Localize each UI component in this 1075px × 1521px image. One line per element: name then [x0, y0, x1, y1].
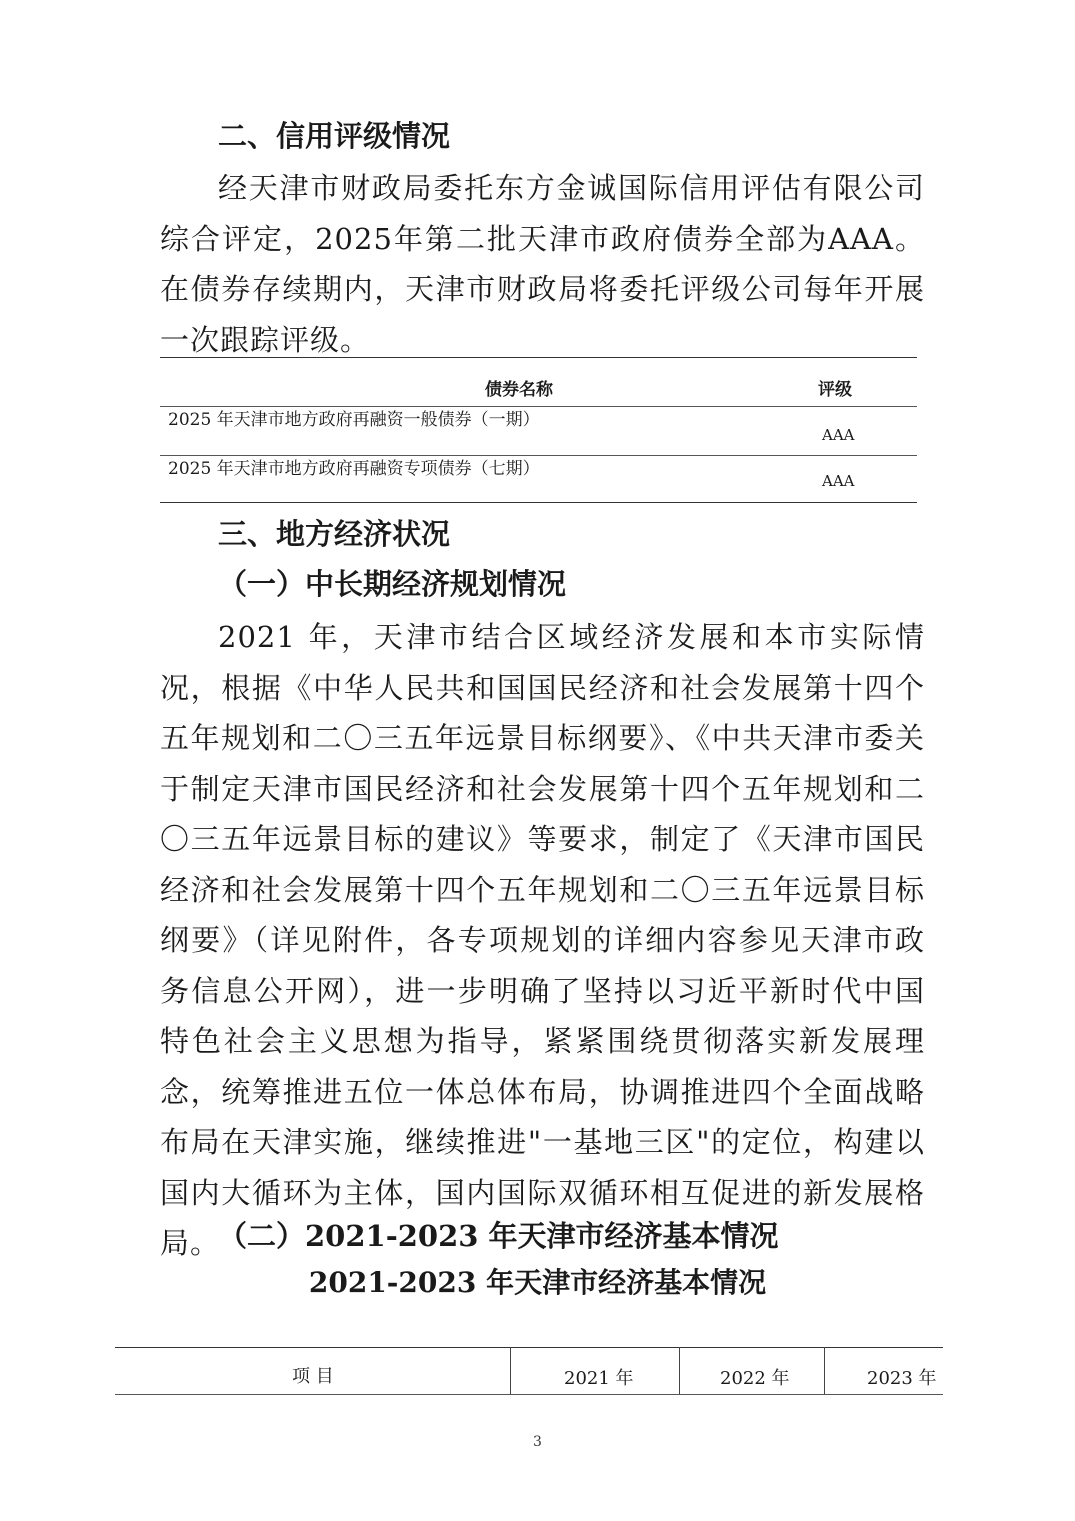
economy-table-divider-2 — [679, 1347, 680, 1394]
economy-table-divider-1 — [510, 1347, 511, 1394]
rating-table-bottom-rule — [160, 502, 917, 503]
rating-table-header-name: 债券名称 — [485, 380, 553, 400]
economy-table-header-bottom-rule — [115, 1394, 943, 1395]
rating-table-header-rule — [160, 406, 917, 407]
economy-table-header-2021: 2021 年 — [564, 1368, 634, 1389]
long-term-plan-paragraph: 2021 年，天津市结合区域经济发展和本市实际情况，根据《中华人民共和国国民经济和社会发展第十四个五年规划和二〇三五年远景目标纲要》、《中共天津市委关于制定天津市国民经济和社会发展第十四个五年规划和二〇三五年远景目标的建议》等要求，制定了《天津市国民经济和社会发展第十四个五年规划和二〇三五年远景目标纲要》（详见附件，各专项规划的详细内容参见天津市政务信息公开网），进一步明确了坚持以习近平新时代中国特色社会主义思想为指导，紧紧围绕贯彻落实新发展理念，统筹推进五位一体总体布局，协调推进四个全面战略布局在天津实施，继续推进"一基地三区"的定位，构建以国内大循环为主体，国内国际双循环相互促进的新发展格局。 — [160, 620, 925, 1260]
credit-rating-paragraph: 经天津市财政局委托东方金诚国际信用评估有限公司综合评定，2025年第二批天津市政府债券全部为AAA。在债券存续期内，天津市财政局将委托评级公司每年开展一次跟踪评级。 — [160, 171, 925, 357]
page-number: 3 — [533, 1434, 542, 1450]
section-heading-credit-rating: 二、信用评级情况 — [218, 119, 451, 153]
rating-table-top-rule — [160, 357, 917, 358]
economy-table-top-rule — [115, 1347, 943, 1348]
rating-table-row-1-rating: AAA — [822, 426, 855, 444]
economy-table-header-2022: 2022 年 — [720, 1368, 790, 1389]
section-heading-local-economy: 三、地方经济状况 — [218, 517, 451, 551]
economy-table-header-2023: 2023 年 — [867, 1368, 937, 1389]
economy-table-header-item: 项 目 — [292, 1366, 334, 1387]
rating-table-row-2-name: 2025 年天津市地方政府再融资专项债券（七期） — [168, 459, 540, 479]
rating-table-row-rule — [160, 455, 917, 456]
rating-table-row-2-rating: AAA — [822, 472, 855, 490]
economy-table-caption: 2021-2023 年天津市经济基本情况 — [308, 1266, 767, 1299]
rating-table-row-1-name: 2025 年天津市地方政府再融资一般债券（一期） — [168, 410, 540, 430]
subsection-heading-long-term-plan: （一）中长期经济规划情况 — [218, 567, 567, 601]
subsection-heading-economy-2021-2023: （二）2021-2023 年天津市经济基本情况 — [218, 1219, 779, 1253]
economy-table-divider-3 — [824, 1347, 825, 1394]
rating-table-header-rating: 评级 — [818, 380, 852, 400]
